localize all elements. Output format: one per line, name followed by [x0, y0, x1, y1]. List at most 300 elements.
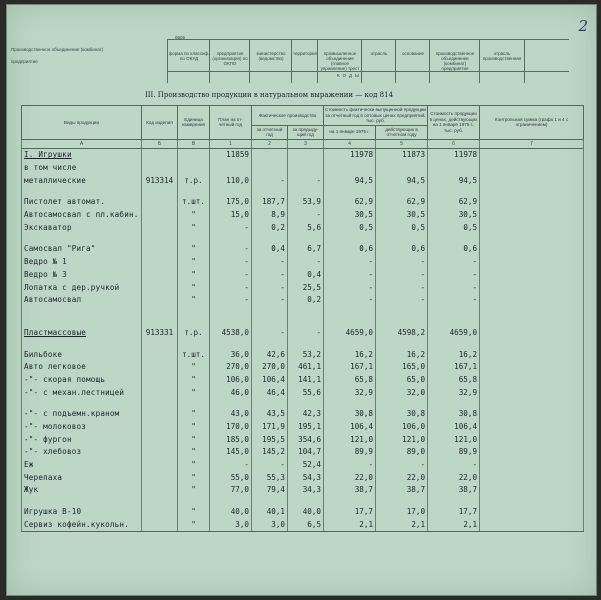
- cell-prev: 25,5: [288, 281, 324, 294]
- cell-v1: [324, 187, 376, 196]
- cell-code: [142, 208, 178, 221]
- cell-v1: 11978: [324, 148, 376, 161]
- cell-v3: -: [428, 255, 480, 268]
- cell-plan: 4538,0: [210, 326, 252, 339]
- cell-v1: 30,8: [324, 408, 376, 421]
- cell-unit: ": [178, 433, 210, 446]
- cell-unit: ": [178, 471, 210, 484]
- cell-prev: 5,6: [288, 221, 324, 234]
- cell-prev: [288, 187, 324, 196]
- cell-cur: -: [252, 255, 288, 268]
- cell-v1: 0,5: [324, 221, 376, 234]
- col-num: 4: [324, 139, 376, 148]
- col-header-actual-prev: за предыду-щий год: [288, 125, 324, 139]
- col-num: А: [22, 139, 142, 148]
- cell-unit: ": [178, 420, 210, 433]
- cell-cur: 3,0: [252, 518, 288, 531]
- code-cell: территория: [291, 39, 318, 83]
- cell-v3: 30,5: [428, 208, 480, 221]
- cell-name: Пластмассовые: [22, 326, 142, 339]
- cell-name: Черепаха: [22, 471, 142, 484]
- cell-cur: 40,1: [252, 505, 288, 518]
- cell-code: [142, 496, 178, 505]
- table-row: [22, 420, 584, 433]
- production-table: [21, 105, 584, 532]
- cell-plan: 43,0: [210, 408, 252, 421]
- cell-plan: 145,0: [210, 446, 252, 459]
- table-row: [22, 255, 584, 268]
- cell-v2: -: [376, 255, 428, 268]
- cell-v3: 94,5: [428, 174, 480, 187]
- cell-prev: 55,6: [288, 386, 324, 399]
- cell-code: [142, 243, 178, 256]
- col-num: Б: [142, 139, 178, 148]
- cell-prev: -: [288, 326, 324, 339]
- cell-name: [22, 187, 142, 196]
- cell-control: [480, 433, 584, 446]
- cell-unit: ": [178, 360, 210, 373]
- cell-control: [480, 208, 584, 221]
- cell-v2: [376, 187, 428, 196]
- cell-v3: [428, 306, 480, 326]
- cell-name: Игрушка В-10: [22, 505, 142, 518]
- cell-v3: -: [428, 458, 480, 471]
- cell-unit: [178, 161, 210, 174]
- cell-name: Автосамосвал с пл.кабин.: [22, 208, 142, 221]
- cell-cur: -: [252, 458, 288, 471]
- cell-v3: 0,5: [428, 221, 480, 234]
- cell-name: -"- скорая помощь: [22, 373, 142, 386]
- cell-v2: [376, 306, 428, 326]
- cell-v1: 38,7: [324, 484, 376, 497]
- cell-unit: ": [178, 208, 210, 221]
- cell-cur: [252, 234, 288, 243]
- cell-v2: 30,8: [376, 408, 428, 421]
- cell-v2: [376, 234, 428, 243]
- cell-prev: 53,2: [288, 348, 324, 361]
- cell-plan: [210, 496, 252, 505]
- cell-plan: 46,0: [210, 386, 252, 399]
- cell-control: [480, 268, 584, 281]
- cell-plan: -: [210, 293, 252, 306]
- cell-unit: т.шт.: [178, 196, 210, 209]
- cell-name: Еж: [22, 458, 142, 471]
- table-row: [22, 208, 584, 221]
- table-row: [22, 148, 584, 161]
- cell-plan: -: [210, 458, 252, 471]
- cell-cur: 0,2: [252, 221, 288, 234]
- cell-v3: 2,1: [428, 518, 480, 531]
- cell-v2: 89,0: [376, 446, 428, 459]
- cell-prev: 461,1: [288, 360, 324, 373]
- ministry-label: Производственное объединение (комбинат): [11, 47, 104, 52]
- cell-v2: 121,0: [376, 433, 428, 446]
- code-cell: промышленное объединение (главное управление) трест: [317, 39, 362, 83]
- cell-control: [480, 496, 584, 505]
- cell-v2: 165,0: [376, 360, 428, 373]
- cell-unit: ": [178, 255, 210, 268]
- cell-v1: 106,4: [324, 420, 376, 433]
- cell-control: [480, 196, 584, 209]
- table-row: [22, 243, 584, 256]
- cell-name: металлические: [22, 174, 142, 187]
- cell-v1: [324, 306, 376, 326]
- cell-unit: ": [178, 518, 210, 531]
- cell-v3: [428, 496, 480, 505]
- cell-prev: 354,6: [288, 433, 324, 446]
- table-row: [22, 518, 584, 531]
- cell-prev: [288, 148, 324, 161]
- cell-control: [480, 161, 584, 174]
- cell-unit: ": [178, 505, 210, 518]
- cell-cur: 79,4: [252, 484, 288, 497]
- cell-control: [480, 471, 584, 484]
- col-header-value-b: Стоимость продукции в ценах, действующих на 1 января 1975 г., тыс. руб.: [428, 106, 480, 140]
- cell-cur: [252, 306, 288, 326]
- col-header-plan: План на от-четный год: [210, 106, 252, 140]
- cell-plan: -: [210, 255, 252, 268]
- col-header-control: Контрольная сумма (графа 1 и 4 с ограничением): [480, 106, 584, 140]
- cell-name: Бильбоке: [22, 348, 142, 361]
- cell-v1: 4659,0: [324, 326, 376, 339]
- cell-name: Пистолет автомат.: [22, 196, 142, 209]
- spacer-row: [22, 399, 584, 408]
- cell-prev: 54,3: [288, 471, 324, 484]
- cell-v3: 16,2: [428, 348, 480, 361]
- cell-plan: 170,0: [210, 420, 252, 433]
- cell-name: Самосвал "Рига": [22, 243, 142, 256]
- cell-name: -"- с подъемн.краном: [22, 408, 142, 421]
- cell-name: Экскаватор: [22, 221, 142, 234]
- table-row: [22, 268, 584, 281]
- cell-v1: [324, 234, 376, 243]
- table-row: [22, 326, 584, 339]
- cell-v3: -: [428, 268, 480, 281]
- cell-cur: [252, 187, 288, 196]
- cell-prev: [288, 496, 324, 505]
- spacer-row: [22, 187, 584, 196]
- cell-code: [142, 348, 178, 361]
- cell-control: [480, 360, 584, 373]
- cell-unit: ": [178, 458, 210, 471]
- cell-code: [142, 281, 178, 294]
- cell-unit: ": [178, 293, 210, 306]
- cell-name: I. Игрушки: [22, 148, 142, 161]
- cell-name: [22, 399, 142, 408]
- table-row: [22, 446, 584, 459]
- section-title: III. Производство продукции в натуральном выражении — код 814: [145, 91, 394, 99]
- cell-code: [142, 386, 178, 399]
- codes-label: КОДЫ: [337, 73, 363, 78]
- table-row: [22, 348, 584, 361]
- cell-v3: 121,0: [428, 433, 480, 446]
- cell-v2: [376, 496, 428, 505]
- cell-v2: [376, 399, 428, 408]
- cell-v2: 32,0: [376, 386, 428, 399]
- cell-v2: 4598,2: [376, 326, 428, 339]
- cell-plan: 40,0: [210, 505, 252, 518]
- code-cell: отрасль: [361, 39, 396, 83]
- cell-control: [480, 174, 584, 187]
- cell-name: Автосамосвал: [22, 293, 142, 306]
- cell-plan: -: [210, 281, 252, 294]
- code-cell: форма по классиф. по ОКУД: [167, 39, 210, 83]
- table-row: [22, 293, 584, 306]
- cell-v2: -: [376, 293, 428, 306]
- col-num: 5: [376, 139, 428, 148]
- cell-unit: т.р.: [178, 174, 210, 187]
- cell-prev: 141,1: [288, 373, 324, 386]
- cell-prev: [288, 339, 324, 348]
- cell-prev: -: [288, 255, 324, 268]
- cell-plan: 185,0: [210, 433, 252, 446]
- cell-plan: 36,0: [210, 348, 252, 361]
- table-row: [22, 360, 584, 373]
- cell-v2: 16,2: [376, 348, 428, 361]
- cell-v3: 38,7: [428, 484, 480, 497]
- cell-unit: ": [178, 408, 210, 421]
- cell-plan: 175,0: [210, 196, 252, 209]
- cell-plan: -: [210, 268, 252, 281]
- cell-v2: 11873: [376, 148, 428, 161]
- cell-code: [142, 458, 178, 471]
- cell-unit: ": [178, 386, 210, 399]
- cell-name: -"- с механ.лестницей: [22, 386, 142, 399]
- cell-cur: 145,2: [252, 446, 288, 459]
- cell-control: [480, 243, 584, 256]
- cell-prev: 0,2: [288, 293, 324, 306]
- cell-control: [480, 386, 584, 399]
- cell-cur: -: [252, 326, 288, 339]
- col-num: 7: [480, 139, 584, 148]
- cell-v3: 0,6: [428, 243, 480, 256]
- col-header-actual-cur: за отчетный год: [252, 125, 288, 139]
- cell-cur: 187,7: [252, 196, 288, 209]
- cell-prev: 53,9: [288, 196, 324, 209]
- cell-prev: 0,4: [288, 268, 324, 281]
- cell-v2: 94,5: [376, 174, 428, 187]
- cell-name: Лопатка с дер.ручкой: [22, 281, 142, 294]
- cell-cur: 55,3: [252, 471, 288, 484]
- col-num: В: [178, 139, 210, 148]
- cell-v1: [324, 161, 376, 174]
- cell-control: [480, 306, 584, 326]
- cell-v3: [428, 339, 480, 348]
- cell-v2: 62,9: [376, 196, 428, 209]
- cell-control: [480, 373, 584, 386]
- table-row: [22, 471, 584, 484]
- cell-unit: [178, 399, 210, 408]
- spacer-row: [22, 234, 584, 243]
- cell-plan: 110,0: [210, 174, 252, 187]
- cell-v3: -: [428, 293, 480, 306]
- cell-cur: [252, 161, 288, 174]
- cell-control: [480, 326, 584, 339]
- cell-name: Сервиз кофейн.кукольн.: [22, 518, 142, 531]
- cell-plan: [210, 399, 252, 408]
- spacer-row: [22, 496, 584, 505]
- cell-name: [22, 234, 142, 243]
- cell-v1: 0,6: [324, 243, 376, 256]
- document-sheet: [6, 4, 597, 596]
- col-header-actual: Фактическое производство: [252, 106, 324, 126]
- cell-unit: ": [178, 373, 210, 386]
- cell-unit: [178, 496, 210, 505]
- table-row: [22, 281, 584, 294]
- cell-v3: -: [428, 281, 480, 294]
- cell-name: Ведро № 1: [22, 255, 142, 268]
- cell-unit: ": [178, 446, 210, 459]
- cell-v1: 65,8: [324, 373, 376, 386]
- table-row: [22, 386, 584, 399]
- cell-code: 913314: [142, 174, 178, 187]
- cell-code: [142, 373, 178, 386]
- cell-code: [142, 196, 178, 209]
- cell-unit: [178, 187, 210, 196]
- cell-v3: 17,7: [428, 505, 480, 518]
- cell-code: [142, 187, 178, 196]
- cell-code: [142, 484, 178, 497]
- cell-v3: 4659,0: [428, 326, 480, 339]
- cell-code: 913331: [142, 326, 178, 339]
- enterprise-label: предприятие: [11, 59, 38, 64]
- cell-v2: 0,6: [376, 243, 428, 256]
- cell-control: [480, 348, 584, 361]
- cell-prev: -: [288, 208, 324, 221]
- cell-v3: [428, 187, 480, 196]
- cell-v2: 22,0: [376, 471, 428, 484]
- cell-v1: -: [324, 268, 376, 281]
- cell-v3: [428, 161, 480, 174]
- table-row: [22, 221, 584, 234]
- cell-v1: 17,7: [324, 505, 376, 518]
- cell-v1: -: [324, 281, 376, 294]
- cell-control: [480, 148, 584, 161]
- cell-control: [480, 281, 584, 294]
- cell-v1: 32,9: [324, 386, 376, 399]
- cell-code: [142, 399, 178, 408]
- cell-code: [142, 420, 178, 433]
- cell-code: [142, 505, 178, 518]
- col-num: 6: [428, 139, 480, 148]
- cell-v2: [376, 161, 428, 174]
- cell-plan: -: [210, 221, 252, 234]
- cell-control: [480, 339, 584, 348]
- cell-control: [480, 255, 584, 268]
- cell-control: [480, 446, 584, 459]
- cell-v1: -: [324, 255, 376, 268]
- cell-v1: 22,0: [324, 471, 376, 484]
- cell-prev: [288, 306, 324, 326]
- cell-v2: [376, 339, 428, 348]
- cell-v2: 30,5: [376, 208, 428, 221]
- cell-v2: -: [376, 458, 428, 471]
- cell-unit: т.р.: [178, 326, 210, 339]
- col-header-unit: Единица измерения: [178, 106, 210, 140]
- cell-control: [480, 458, 584, 471]
- cell-control: [480, 408, 584, 421]
- cell-cur: [252, 496, 288, 505]
- cell-name: [22, 496, 142, 505]
- cell-prev: 40,0: [288, 505, 324, 518]
- cell-v1: -: [324, 293, 376, 306]
- cell-unit: т.шт.: [178, 348, 210, 361]
- cell-code: [142, 255, 178, 268]
- cell-plan: [210, 187, 252, 196]
- cell-v1: 121,0: [324, 433, 376, 446]
- cell-unit: [178, 306, 210, 326]
- cell-plan: 106,0: [210, 373, 252, 386]
- cell-prev: [288, 399, 324, 408]
- cell-v1: 30,5: [324, 208, 376, 221]
- col-num: 1: [210, 139, 252, 148]
- cell-prev: 52,4: [288, 458, 324, 471]
- cell-cur: -: [252, 281, 288, 294]
- cell-plan: 11859: [210, 148, 252, 161]
- cell-name: [22, 339, 142, 348]
- cell-control: [480, 399, 584, 408]
- cell-v2: 2,1: [376, 518, 428, 531]
- cell-cur: -: [252, 293, 288, 306]
- cell-v1: 62,9: [324, 196, 376, 209]
- cell-control: [480, 234, 584, 243]
- cell-prev: [288, 161, 324, 174]
- table-row: [22, 174, 584, 187]
- cell-v1: [324, 496, 376, 505]
- table-body: [22, 139, 584, 531]
- page-number: 2: [578, 17, 588, 35]
- cell-v1: 89,9: [324, 446, 376, 459]
- cell-cur: 42,6: [252, 348, 288, 361]
- cell-prev: 195,1: [288, 420, 324, 433]
- codes-box: [167, 35, 569, 81]
- cell-cur: -: [252, 268, 288, 281]
- cell-control: [480, 518, 584, 531]
- cell-v1: [324, 339, 376, 348]
- cell-control: [480, 187, 584, 196]
- cell-cur: 195,5: [252, 433, 288, 446]
- code-cell: министерство (ведомство): [249, 39, 292, 83]
- cell-cur: 270,0: [252, 360, 288, 373]
- cell-plan: 3,0: [210, 518, 252, 531]
- cell-v2: 0,5: [376, 221, 428, 234]
- cell-code: [142, 221, 178, 234]
- cell-code: [142, 471, 178, 484]
- cell-name: -"- фургон: [22, 433, 142, 446]
- code-cell: предприятия (организация) по ОКПО: [209, 39, 250, 83]
- cell-v3: 11978: [428, 148, 480, 161]
- cell-code: [142, 360, 178, 373]
- cell-prev: 104,7: [288, 446, 324, 459]
- cell-prev: [288, 234, 324, 243]
- cell-v3: 32,9: [428, 386, 480, 399]
- cell-prev: 42,3: [288, 408, 324, 421]
- cell-name: [22, 306, 142, 326]
- cell-unit: [178, 148, 210, 161]
- table-row: [22, 196, 584, 209]
- col-header-value-a2: действующих в отчетном году: [376, 125, 428, 139]
- cell-control: [480, 484, 584, 497]
- cell-code: [142, 268, 178, 281]
- cell-name: Авто легковое: [22, 360, 142, 373]
- cell-v1: 2,1: [324, 518, 376, 531]
- cell-v3: 167,1: [428, 360, 480, 373]
- cell-v2: 38,7: [376, 484, 428, 497]
- table-row: [22, 161, 584, 174]
- cell-cur: 171,9: [252, 420, 288, 433]
- cell-prev: 34,3: [288, 484, 324, 497]
- cell-name: -"- молоковоз: [22, 420, 142, 433]
